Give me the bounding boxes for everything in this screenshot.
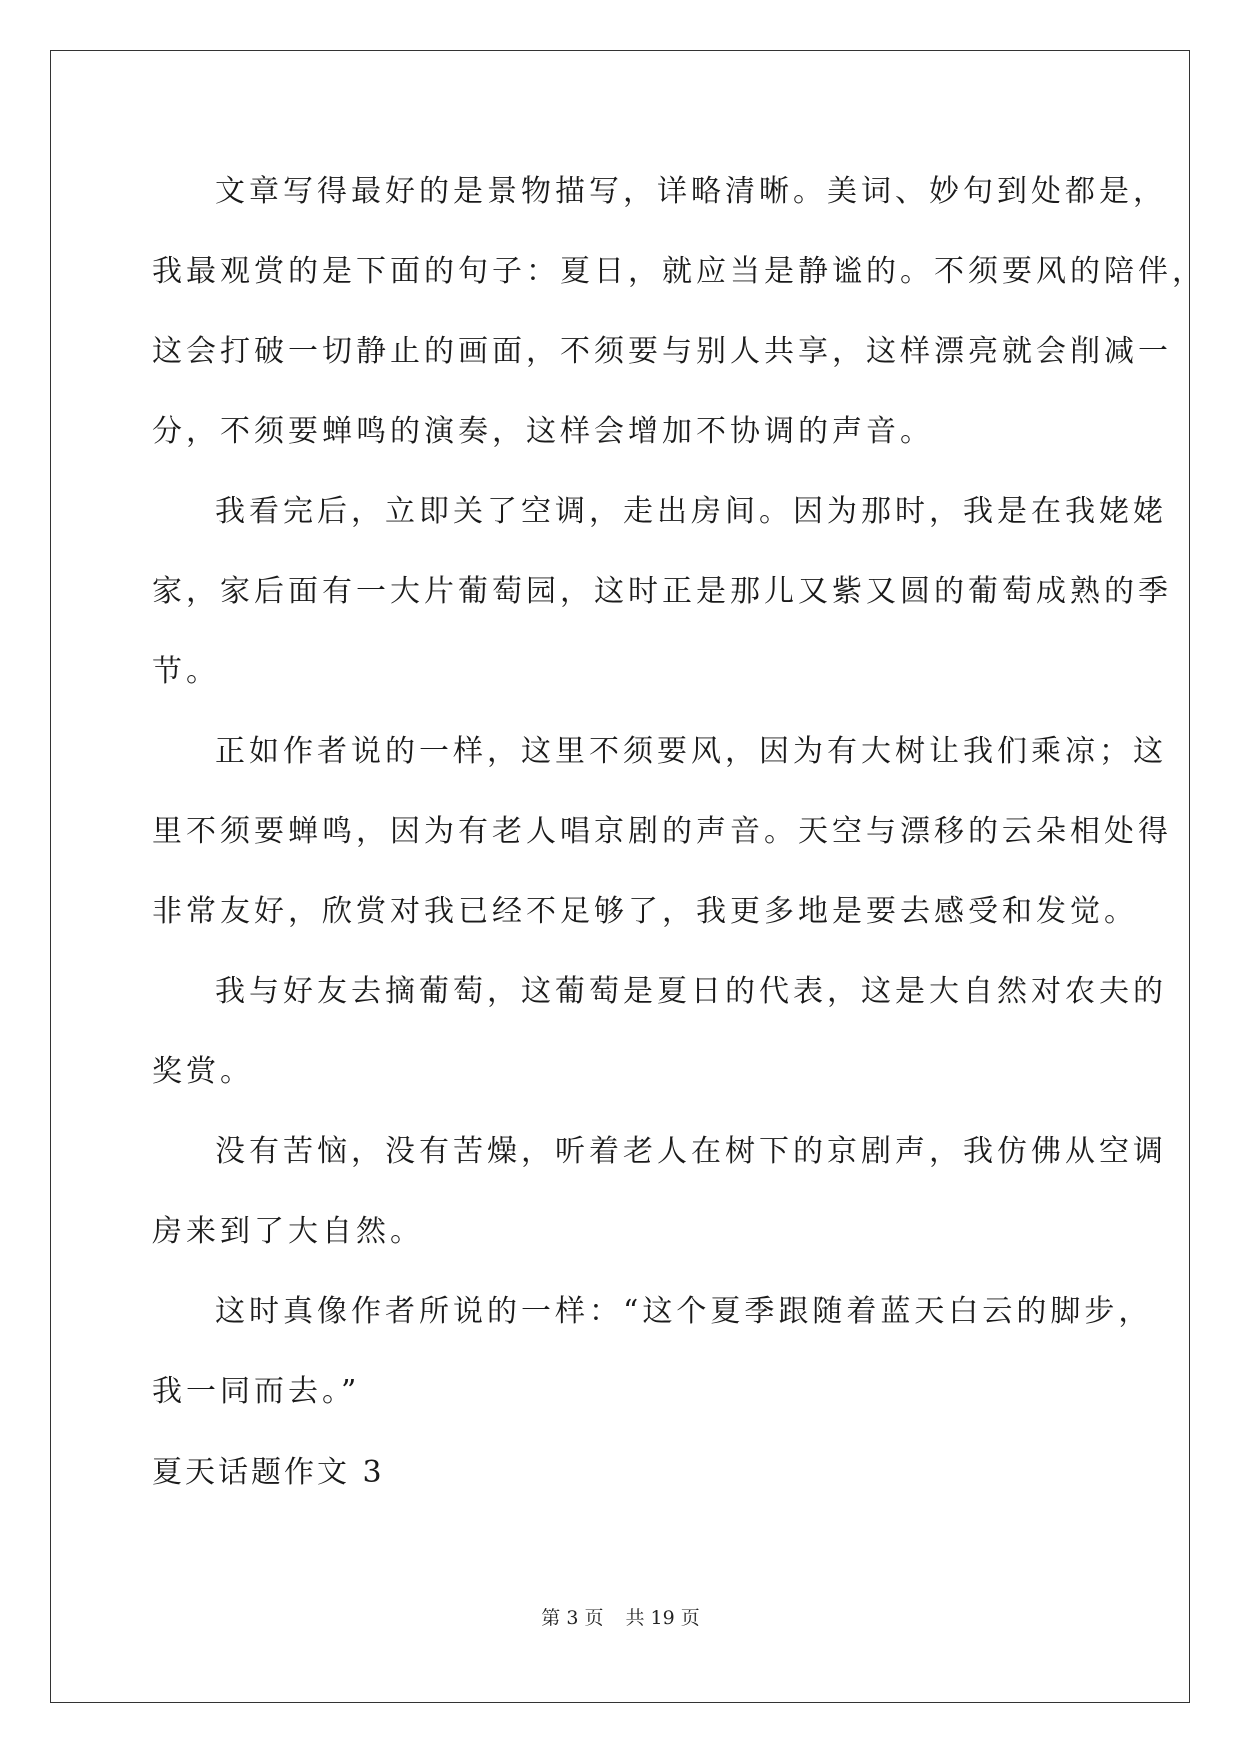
- text-line: 非常友好，欣赏对我已经不足够了，我更多地是要去感受和发觉。: [152, 894, 1138, 929]
- text-line: 这会打破一切静止的画面，不须要与别人共享，这样漂亮就会削减一: [152, 334, 1172, 369]
- text-line: 里不须要蝉鸣，因为有老人唱京剧的声音。天空与漂移的云朵相处得: [152, 814, 1172, 849]
- text-line: 我看完后，立即关了空调，走出房间。因为那时，我是在我姥姥: [215, 494, 1167, 529]
- text-line: 奖赏。: [152, 1054, 254, 1089]
- text-line: 我与好友去摘葡萄，这葡萄是夏日的代表，这是大自然对农夫的: [215, 974, 1167, 1009]
- page-total: 共 19 页: [625, 1607, 700, 1629]
- text-line: 文章写得最好的是景物描写，详略清晰。美词、妙句到处都是，: [215, 174, 1167, 209]
- text-line: 我最观赏的是下面的句子：夏日，就应当是静谧的。不须要风的陪伴，: [152, 254, 1206, 289]
- text-line: 家，家后面有一大片葡萄园，这时正是那儿又紫又圆的葡萄成熟的季: [152, 574, 1172, 609]
- text-line: 分，不须要蝉鸣的演奏，这样会增加不协调的声音。: [152, 414, 934, 449]
- text-line: 房来到了大自然。: [152, 1214, 424, 1249]
- page-footer: [0, 1606, 1241, 1630]
- page-number: 第 3 页: [541, 1607, 604, 1629]
- text-line: 节。: [152, 654, 220, 689]
- text-line: 正如作者说的一样，这里不须要风，因为有大树让我们乘凉；这: [215, 734, 1167, 769]
- text-line: 这时真像作者所说的一样：“这个夏季跟随着蓝天白云的脚步，: [215, 1294, 1153, 1329]
- text-line: 我一同而去。”: [152, 1374, 361, 1409]
- section-heading: 夏天话题作文 3: [152, 1455, 385, 1490]
- text-line: 没有苦恼，没有苦燥，听着老人在树下的京剧声，我仿佛从空调: [215, 1134, 1167, 1169]
